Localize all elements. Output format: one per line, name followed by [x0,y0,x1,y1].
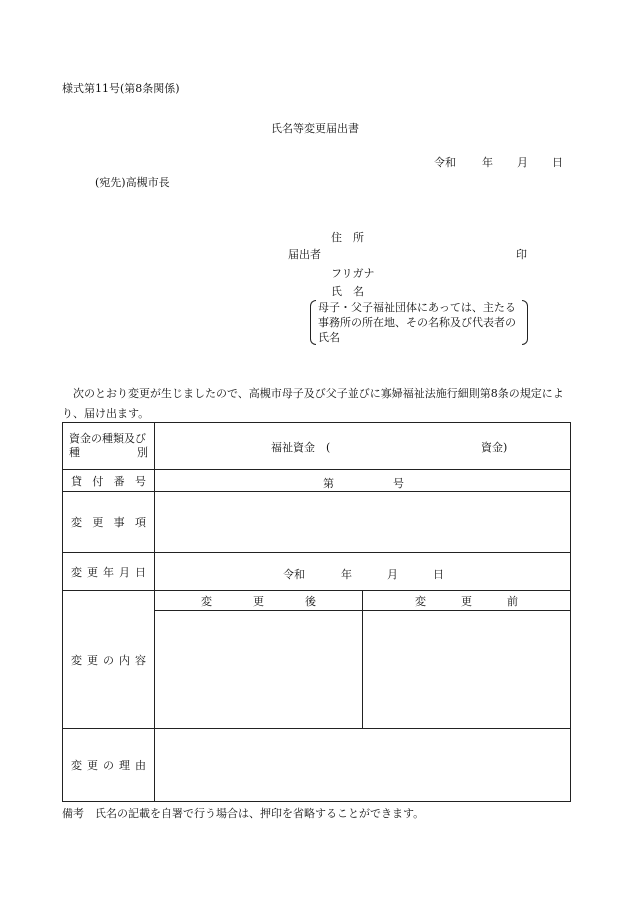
header-char: 更 [253,594,264,608]
loan-number-label [63,470,155,492]
bracket-right [522,300,528,345]
label-char: 変 [71,565,82,579]
change-reason-value[interactable] [155,729,571,802]
label-char: 付 [92,474,104,488]
change-item-label [63,492,155,553]
fund-type-label-char-b: 別 [137,446,148,459]
label-char: 月 [119,565,130,579]
submission-date [434,157,563,168]
loan-number-value[interactable] [155,470,571,492]
furigana-label: フリガナ [331,267,375,280]
row-change-date [63,553,571,591]
date-day-suffix: 日 [552,156,563,169]
label-char: の [103,759,114,772]
fund-type-value[interactable] [155,423,571,470]
change-date-year: 年 [341,567,352,581]
recipient: (宛先)高槻市長 [95,176,170,189]
label-char: 内 [119,653,130,667]
header-char: 後 [305,594,316,608]
date-era: 令和 [434,156,456,169]
loan-number-suffix: 号 [393,476,404,490]
applicant-address-label: 住 所 [331,231,364,244]
change-content-label [63,591,155,729]
intro-text: 次のとおり変更が生じましたので、高槻市母子及び父子並びに寡婦福祉法施行細則第8条の規定により、届け出ます。 [62,387,564,420]
header-char: 前 [507,594,518,608]
row-change-reason [63,729,571,802]
applicant-name-label: 氏 名 [331,285,364,298]
label-char: 変 [71,516,82,529]
label-char: 変 [71,653,82,667]
footer-note: 備考 氏名の記載を自署で行う場合は、押印を省略することができます。 [62,807,425,820]
label-char: 号 [134,474,146,488]
after-header [155,591,363,611]
fund-value-prefix: 福祉資金 ( [271,441,331,454]
label-char: 理 [119,759,130,772]
fund-value-suffix: 資金) [481,441,508,454]
label-char: 更 [87,653,98,667]
change-date-era: 令和 [283,567,305,581]
document-title: 氏名等変更届出書 [271,122,359,135]
header-char: 変 [415,594,426,608]
label-char: 日 [135,565,146,579]
change-date-label [63,553,155,591]
change-date-value[interactable] [155,553,571,591]
loan-number-prefix: 第 [323,476,334,490]
label-char: 変 [71,759,82,772]
organization-note-text: 母子・父子福祉団体にあっては、主たる事務所の所在地、その名称及び代表者の氏名 [318,301,516,344]
label-char: 項 [134,516,146,529]
change-item-value[interactable] [155,492,571,553]
row-loan-number [63,470,571,492]
header-char: 更 [461,594,472,608]
row-change-content-header [63,591,571,611]
change-reason-label [63,729,155,802]
date-year-suffix: 年 [482,156,493,169]
before-header [363,591,571,611]
label-char: の [103,653,114,667]
header-char: 変 [201,594,212,608]
before-content[interactable] [363,611,571,729]
applicant-role-label: 届出者 [288,248,321,261]
label-char: 貸 [71,474,82,488]
label-char: 更 [87,759,98,772]
seal-mark: 印 [516,248,527,261]
row-change-item [63,492,571,553]
change-date-month: 月 [387,567,398,581]
label-char: 更 [92,516,104,529]
date-month-suffix: 月 [517,156,528,169]
form-number: 様式第11号(第8条関係) [62,82,180,95]
bracket-left [310,300,316,345]
change-date-day: 日 [433,567,444,581]
label-char: 容 [135,653,146,667]
fund-type-label-line1: 資金の種類及び [69,432,146,445]
after-content[interactable] [155,611,363,729]
label-char: 番 [113,474,125,488]
fund-type-label [63,423,155,470]
row-fund-type [63,423,571,470]
label-char: 由 [135,759,146,772]
label-char: 事 [113,516,125,529]
label-char: 年 [103,565,114,579]
label-char: 更 [87,565,98,579]
change-form-table [62,422,571,802]
fund-type-label-char-a: 種 [69,446,80,459]
organization-note [310,300,528,345]
